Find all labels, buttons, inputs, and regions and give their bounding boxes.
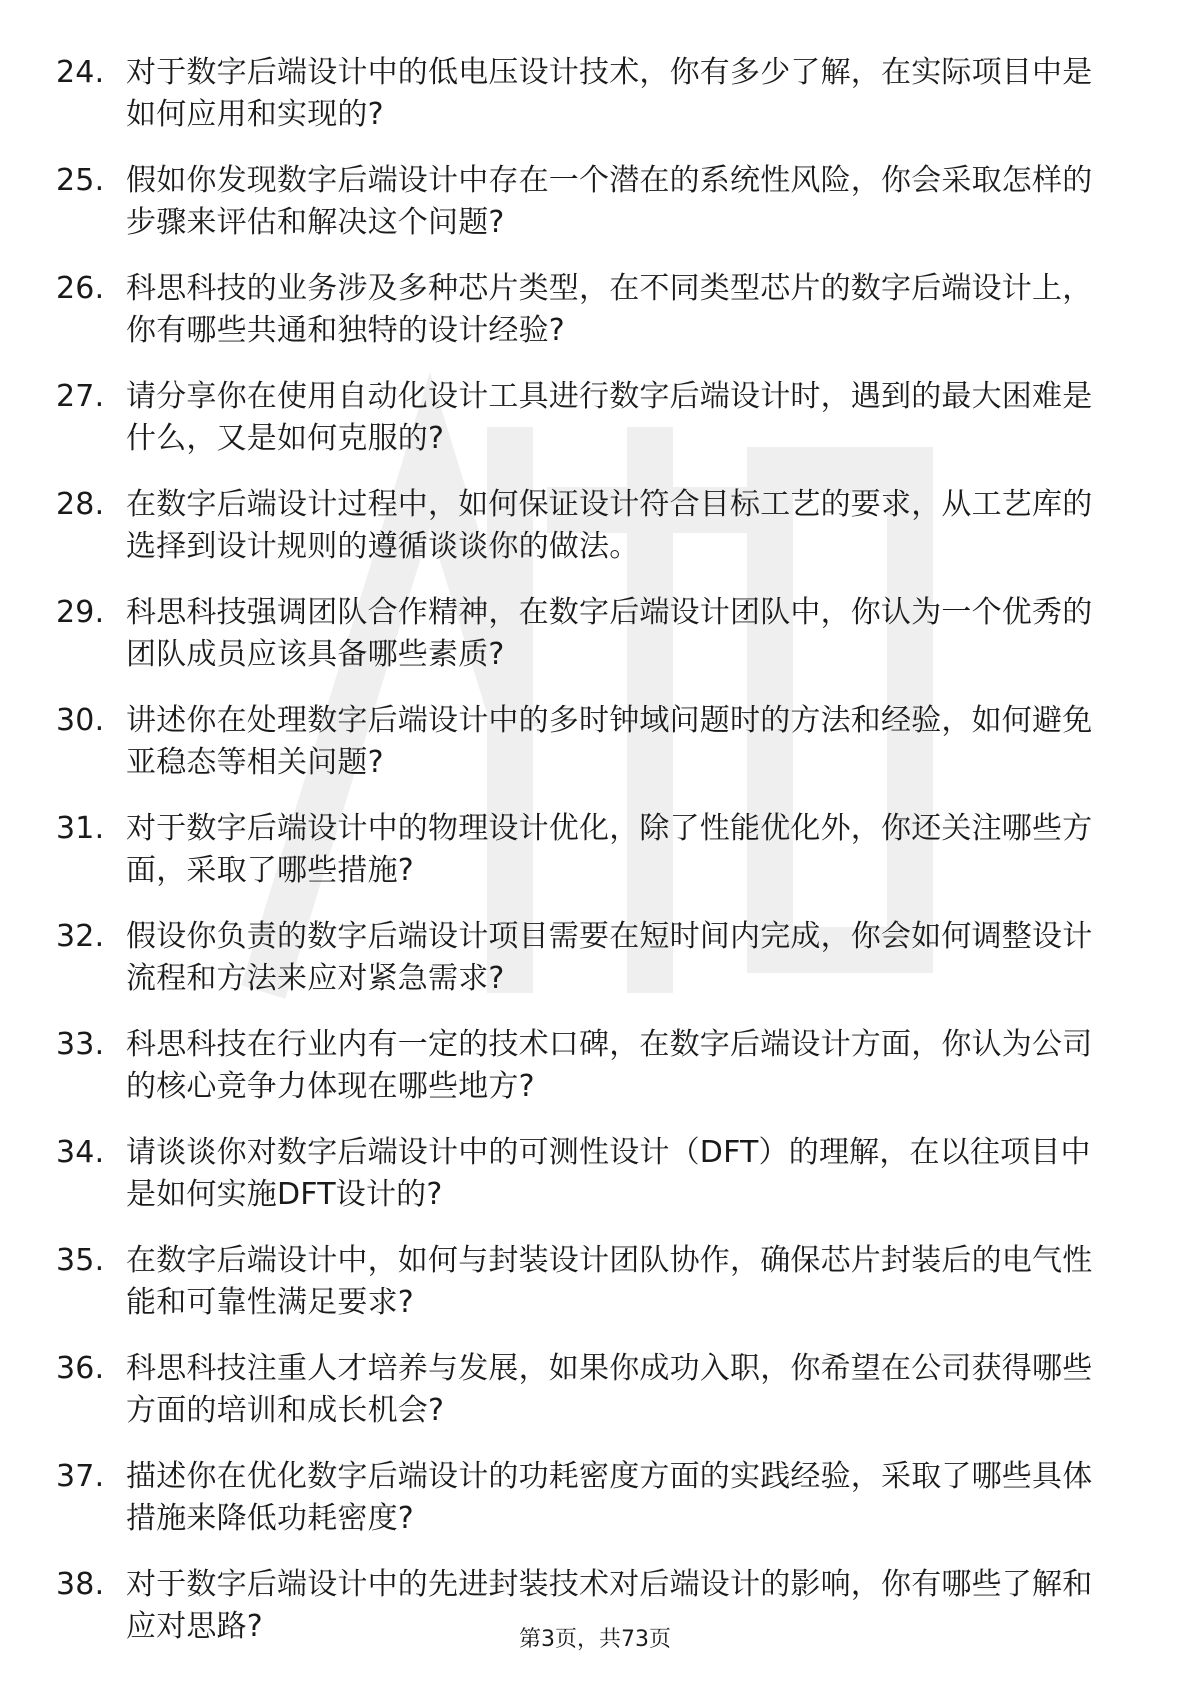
question-text: 科思科技注重人才培养与发展，如果你成功入职，你希望在公司获得哪些方面的培训和成长机会? (126, 1351, 1093, 1428)
question-item (56, 592, 1116, 676)
question-number: 36. (56, 1351, 105, 1386)
question-text: 科思科技在行业内有一定的技术口碑，在数字后端设计方面，你认为公司的核心竞争力体现在哪些地方? (126, 1027, 1093, 1104)
question-number: 34. (56, 1135, 105, 1170)
question-number: 26. (56, 271, 105, 306)
question-number: 38. (56, 1567, 105, 1602)
question-number: 27. (56, 379, 105, 414)
page-indicator: 第3页，共73页 (519, 1627, 671, 1652)
question-number: 30. (56, 703, 105, 738)
question-item (56, 916, 1116, 1000)
question-item (56, 1132, 1116, 1216)
question-item (56, 808, 1116, 892)
question-text: 假如你发现数字后端设计中存在一个潜在的系统性风险，你会采取怎样的步骤来评估和解决这个问题? (126, 163, 1093, 240)
question-number: 32. (56, 919, 105, 954)
question-number: 37. (56, 1459, 105, 1494)
question-item (56, 1456, 1116, 1540)
question-item (56, 376, 1116, 460)
question-item (56, 268, 1116, 352)
question-number: 31. (56, 811, 105, 846)
question-text: 对于数字后端设计中的先进封装技术对后端设计的影响，你有哪些了解和应对思路? (126, 1567, 1093, 1644)
question-number: 25. (56, 163, 105, 198)
question-text: 对于数字后端设计中的低电压设计技术，你有多少了解，在实际项目中是如何应用和实现的? (126, 55, 1093, 132)
question-text: 讲述你在处理数字后端设计中的多时钟域问题时的方法和经验，如何避免亚稳态等相关问题? (126, 703, 1093, 780)
question-item (56, 52, 1116, 136)
question-number: 29. (56, 595, 105, 630)
question-item (56, 1024, 1116, 1108)
question-item (56, 484, 1116, 568)
question-text: 对于数字后端设计中的物理设计优化，除了性能优化外，你还关注哪些方面，采取了哪些措施? (126, 811, 1093, 888)
question-number: 28. (56, 487, 105, 522)
question-item (56, 160, 1116, 244)
question-text: 描述你在优化数字后端设计的功耗密度方面的实践经验，采取了哪些具体措施来降低功耗密度? (126, 1459, 1093, 1536)
question-item (56, 1348, 1116, 1432)
question-number: 33. (56, 1027, 105, 1062)
question-list (56, 52, 1116, 1672)
question-text: 在数字后端设计过程中，如何保证设计符合目标工艺的要求，从工艺库的选择到设计规则的遵循谈谈你的做法。 (126, 487, 1093, 564)
question-item (56, 700, 1116, 784)
question-text: 请谈谈你对数字后端设计中的可测性设计（DFT）的理解，在以往项目中是如何实施DFT设计的? (126, 1135, 1091, 1212)
question-number: 35. (56, 1243, 105, 1278)
question-text: 科思科技的业务涉及多种芯片类型，在不同类型芯片的数字后端设计上，你有哪些共通和独特的设计经验? (126, 271, 1093, 348)
question-text: 假设你负责的数字后端设计项目需要在短时间内完成，你会如何调整设计流程和方法来应对紧急需求? (126, 919, 1093, 996)
question-text: 在数字后端设计中，如何与封装设计团队协作，确保芯片封装后的电气性能和可靠性满足要求? (126, 1243, 1093, 1320)
question-text: 请分享你在使用自动化设计工具进行数字后端设计时，遇到的最大困难是什么，又是如何克服的? (126, 379, 1093, 456)
question-number: 24. (56, 55, 105, 90)
question-text: 科思科技强调团队合作精神，在数字后端设计团队中，你认为一个优秀的团队成员应该具备哪些素质? (126, 595, 1093, 672)
question-item (56, 1240, 1116, 1324)
